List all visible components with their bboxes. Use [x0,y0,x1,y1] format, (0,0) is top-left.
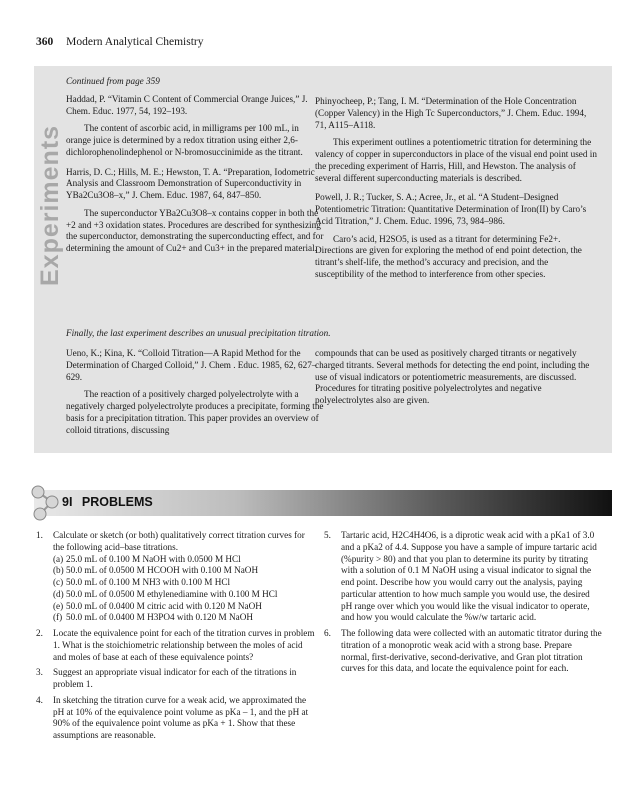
problem-number: 1. [36,530,43,540]
problem-text: Tartaric acid, H2C4H4O6, is a diprotic weak acid with a pKa1 of 3.0 and a pKa2 of 4.4. Suppose you have a sample of impure tartaric acid (%purity > 80) and that you plan to determine its purity by titrating with a solution of 0.1 M NaOH using a visual indicator to signal the end point. Describe how you would carry out the analysis, paying particular attention to how much sample you would use, the desired pH range over which you would like the visual indicator to operate, and how you would calculate the %w/w tartaric acid. [341,530,597,623]
problem-1e [53,601,316,613]
part-label: (a) [53,553,64,564]
description-harris: The superconductor YBa2Cu3O8–x contains copper in both the +2 and +3 oxidation states. Procedures are described for synthesizing the superconductor, demonstrating the superconducting effect, and for determining the amount of Cu2+ and Cu3+ in the prepared material. [66,207,324,254]
final-right-column [315,348,597,407]
problem-number: 4. [36,694,43,705]
problems-left-column [36,530,316,746]
problem-1 [36,530,316,624]
part-text: 50.0 mL of 0.100 M NH3 with 0.100 M HCl [66,577,231,588]
reference-haddad: Haddad, P. “Vitamin C Content of Commercial Orange Juices,” J. Chem. Educ. 1977, 54, 192–193. [66,93,308,116]
description-powell: Caro’s acid, H2SO5, is used as a titrant for determining Fe2+. Directions are given for exploring the method of end point detection, the titrant’s shelf-life, the method’s accuracy and precision, and the susceptibility of the method to interference from other species. [315,233,582,279]
part-label: (c) [53,577,64,588]
page-number: 360 [36,36,54,48]
part-label: (e) [53,600,64,611]
section-number: 9I [62,495,73,509]
experiments-box [34,66,612,453]
final-left-column [66,348,326,444]
problem-6 [324,628,602,675]
problem-2 [36,628,316,663]
problem-number: 2. [36,628,43,639]
problem-1a [53,554,316,566]
final-experiment-note: Finally, the last experiment describes an unusual precipitation titration. [66,328,331,338]
part-label: (f) [53,612,63,623]
problem-1d [53,589,316,601]
experiments-sidebar-label: Experiments [36,124,64,286]
reference-harris: Harris, D. C.; Hills, M. E.; Hewston, T. A. “Preparation, Iodometric Analysis and Classroom Demonstration of Superconductivity in YBa2Cu3O8–x,” J. Chem. Educ. 1987, 64, 847–850. [66,166,315,201]
running-title: Modern Analytical Chemistry [66,36,204,48]
problem-text: Calculate or sketch (or both) qualitatively correct titration curves for the following acid–base titrations. [53,530,305,552]
part-text: 50.0 mL of 0.0500 M ethylenediamine with 0.100 M HCl [66,588,278,599]
part-label: (b) [53,565,64,576]
part-label: (d) [53,588,64,599]
reference-ueno: Ueno, K.; Kina, K. “Colloid Titration—A Rapid Method for the Determination of Charged Colloid,” J. Chem . Educ. 1985, 62, 627–629. [66,348,317,382]
problem-3 [36,667,316,691]
problem-text: In sketching the titration curve for a weak acid, we approximated the pH at 10% of the equivalence point volume as pKa – 1, and the pH at 90% of the equivalence point volume as pKa + 1. Show that these assumptions are reasonable. [53,694,309,741]
description-ueno-continued: compounds that can be used as positively charged titrants or negatively charged titrants. Several methods for detecting the end point, including the use of visual indicators or potentiometric measurements, are discussed. Procedures for titrating positive polyelectrolytes and negative polyelectrolytes also are given. [315,348,590,406]
description-phinyocheep: This experiment outlines a potentiometric titration for determining the valency of copper in superconductors in place of the visual end point used in the preceding experiment of Harris, Hill, and Hewston. The analysis of several different superconducting materials is described. [315,137,597,183]
problem-number: 5. [324,530,331,540]
problems-heading [62,495,153,509]
molecule-icon [30,484,64,522]
part-text: 50.0 mL of 0.0500 M HCOOH with 0.100 M NaOH [66,565,259,576]
problem-text: The following data were collected with an automatic titrator during the titration of a monoprotic weak acid with a strong base. Prepare normal, first-derivative, second-derivative, and Gran plot titration curves for this data, and locate the equivalence point for each. [341,628,602,674]
page-header [36,36,203,48]
problem-number: 3. [36,667,43,678]
continued-note: Continued from page 359 [66,76,160,86]
problem-text: Suggest an appropriate visual indicator for each of the titrations in problem 1. [53,667,297,690]
problem-5 [324,530,602,624]
part-text: 50.0 mL of 0.0400 M H3PO4 with 0.120 M NaOH [66,612,253,623]
problem-1c [53,577,316,589]
problems-right-column [324,530,602,679]
problem-1f [53,612,316,624]
description-haddad: The content of ascorbic acid, in milligrams per 100 mL, in orange juice is determined by a redox titration using either 2,6-dichlorophenolindephenol or N-bromosuccinimide as the titrant. [66,123,303,157]
problem-4 [36,695,316,742]
reference-powell: Powell, J. R.; Tucker, S. A.; Acree, Jr., et al. “A Student–Designed Potentiometric Titration: Quantitative Determination of Iron(II) by Caro’s Acid Titration,” J. Chem. Educ. 1996, 73, 984–986. [315,192,587,226]
part-text: 50.0 mL of 0.0400 M citric acid with 0.120 M NaOH [66,600,262,611]
problem-text: Locate the equivalence point for each of the titration curves in problem 1. What is the stoichiometric relationship between the moles of acid and moles of base at each of these equivalence points? [53,628,315,662]
reference-phinyocheep: Phinyocheep, P.; Tang, I. M. “Determination of the Hole Concentration (Copper Valency) in the High Tc Superconductors,” J. Chem. Educ. 1994, 71, A115–A118. [315,96,587,130]
part-text: 25.0 mL of 0.100 M NaOH with 0.0500 M HCl [66,553,241,564]
section-title: PROBLEMS [81,495,153,509]
problem-1b [53,565,316,577]
experiments-right-column [315,96,597,289]
problem-number: 6. [324,628,331,639]
experiments-left-column [66,76,326,263]
description-ueno: The reaction of a positively charged polyelectrolyte with a negatively charged polyelectrolyte produces a precipitate, forming the basis for a precipitation titration. This paper provides an overview of colloid titrations, discussing [66,389,324,435]
